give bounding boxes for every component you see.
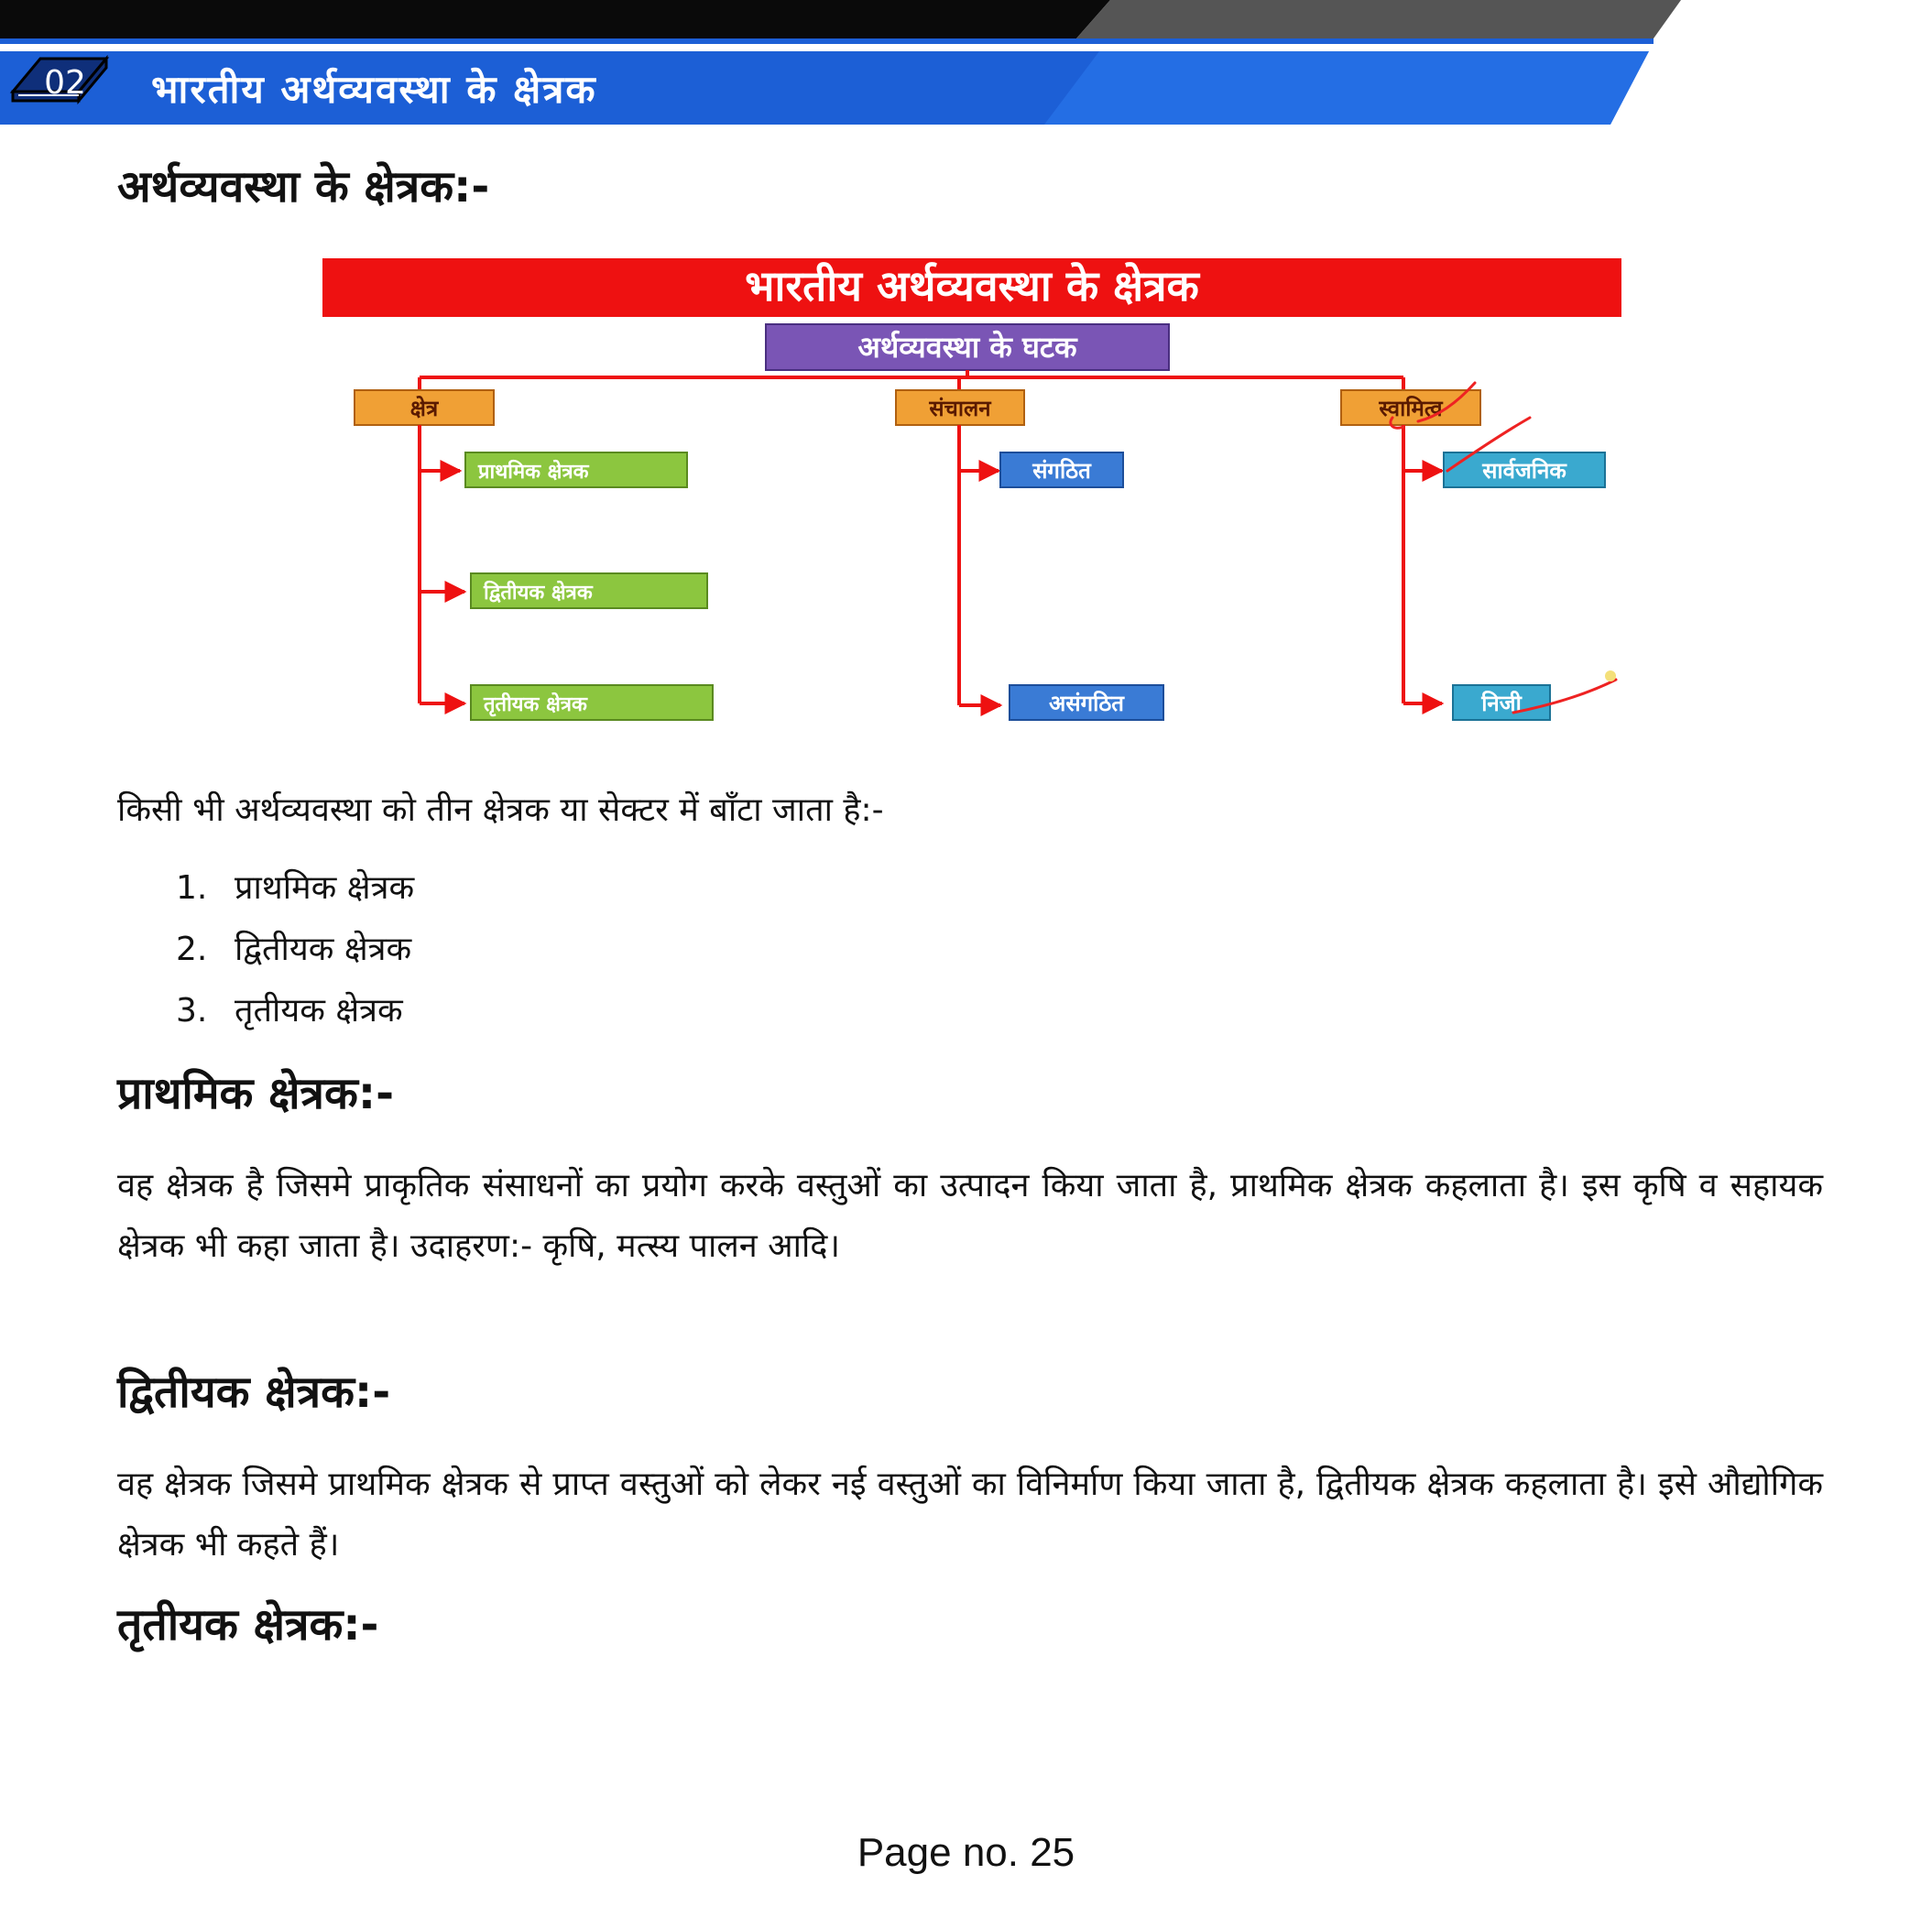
diagram-item-label: निजी [1481, 691, 1522, 716]
chapter-title: भारतीय अर्थव्यवस्था के क्षेत्रक [151, 67, 597, 112]
sectors-diagram [322, 255, 1623, 771]
diagram-item-label: संगठित [1032, 458, 1091, 484]
list-item: 2. द्वितीयक क्षेत्रक [176, 931, 412, 968]
chapter-header [0, 0, 1932, 128]
sectors-intro: किसी भी अर्थव्यवस्था को तीन क्षेत्रक या सेक्टर में बाँटा जाता है:- [117, 791, 884, 829]
pen-dot [1605, 670, 1616, 681]
diagram-item-label: तृतीयक क्षेत्रक [484, 693, 587, 716]
primary-text: वह क्षेत्रक है जिसमे प्राकृतिक संसाधनों का प्रयोग करके वस्तुओं का उत्पादन किया जाता है, प्राथमिक क्षेत्रक कहलाता है। इस कृषि व सहायक क्षेत्रक भी कहा जाता है। उदाहरण:- कृषि, मत्स्य पालन आदि। [117, 1167, 1823, 1265]
diagram-item-label: प्राथमिक क्षेत्रक [478, 461, 589, 484]
diagram-column-label: स्वामित्व [1379, 396, 1443, 421]
diagram-column-label: संचालन [929, 396, 991, 421]
sectors-heading: अर्थव्यवस्था के क्षेत्रक:- [117, 161, 490, 212]
diagram-root-label: अर्थव्यवस्था के घटक [857, 330, 1077, 365]
secondary-heading: द्वितीयक क्षेत्रक:- [117, 1367, 391, 1418]
secondary-text: वह क्षेत्रक जिसमे प्राथमिक क्षेत्रक से प्राप्त वस्तुओं को लेकर नई वस्तुओं का विनिर्माण किया जाता है, द्वितीयक क्षेत्रक कहलाता है। इसे औद्योगिक क्षेत्रक भी कहते हैं। [117, 1466, 1823, 1564]
list-item: 1. प्राथमिक क्षेत्रक [176, 869, 415, 907]
diagram-item-label: असंगठित [1049, 691, 1124, 716]
primary-heading: प्राथमिक क्षेत्रक:- [117, 1068, 395, 1119]
diagram-title: भारतीय अर्थव्यवस्था के क्षेत्रक [745, 261, 1199, 311]
pen-annotation [1391, 383, 1616, 713]
sectors-list [176, 857, 414, 1041]
diagram-item-label: सार्वजनिक [1482, 458, 1566, 484]
diagram-item-label: द्वितीयक क्षेत्रक [484, 582, 593, 605]
diagram-column-label: क्षेत्र [409, 396, 439, 421]
list-item: 3. तृतीयक क्षेत्रक [176, 992, 403, 1030]
tertiary-heading: तृतीयक क्षेत्रक:- [117, 1599, 379, 1651]
page-number: Page no. 25 [857, 1830, 1075, 1875]
chapter-number: 02 [44, 64, 86, 102]
